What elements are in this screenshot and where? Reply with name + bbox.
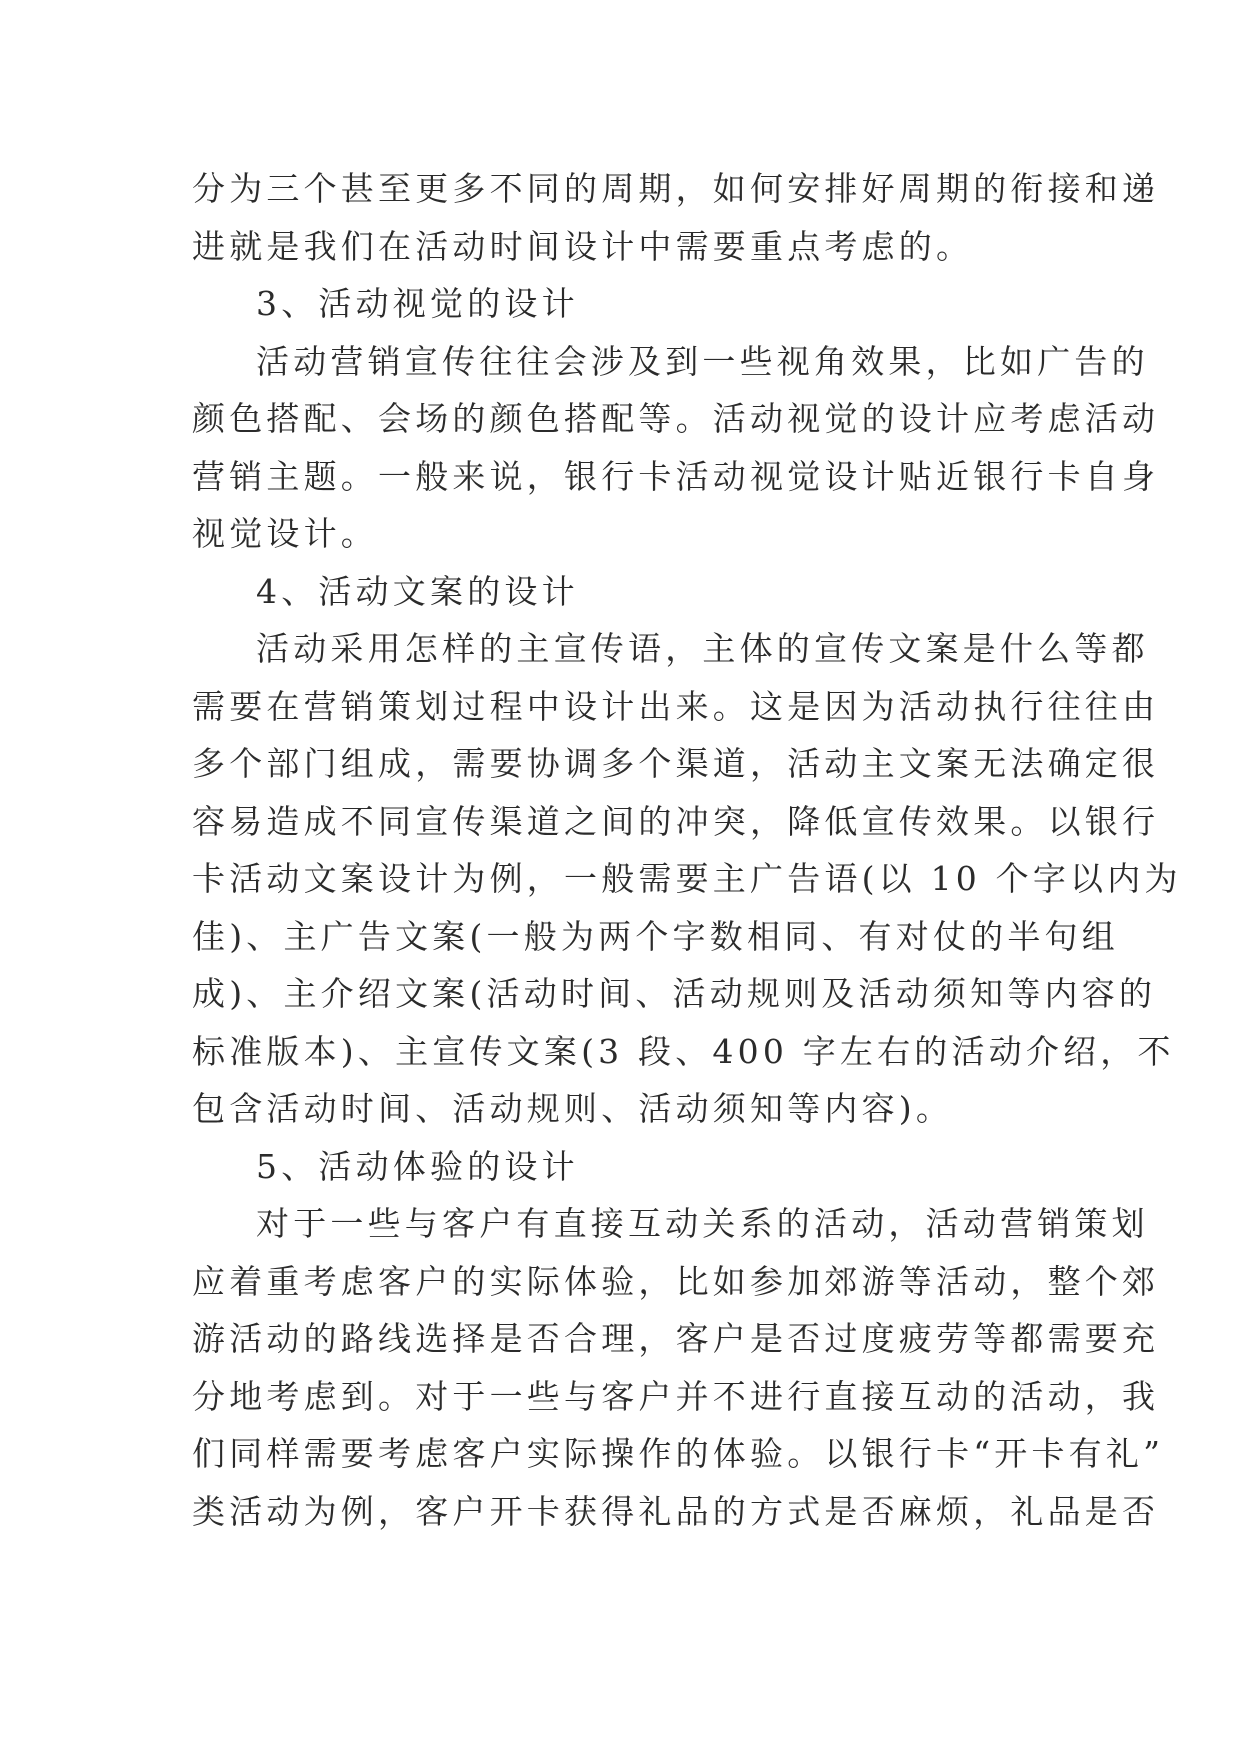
text-line: 对于一些与客户有直接互动关系的活动，活动营销策划 [256, 1204, 1149, 1243]
text-line: 活动采用怎样的主宣传语，主体的宣传文案是什么等都 [256, 629, 1149, 668]
text-line: 分为三个甚至更多不同的周期，如何安排好周期的衔接和递 [192, 169, 1160, 208]
text-line: 容易造成不同宣传渠道之间的冲突，降低宣传效果。以银行 [192, 801, 1160, 841]
text-line: 们同样需要考虑客户实际操作的体验。以银行卡“开卡有礼” [192, 1434, 1165, 1473]
text-line: 标准版本)、主宣传文案(3 段、400 字左右的活动介绍，不 [192, 1031, 1175, 1071]
text-line: 活动营销宣传往往会涉及到一些视角效果，比如广告的 [256, 341, 1149, 381]
text-line: 需要在营销策划过程中设计出来。这是因为活动执行往往由 [192, 686, 1160, 726]
text-line: 游活动的路线选择是否合理，客户是否过度疲劳等都需要充 [192, 1319, 1160, 1358]
text-line: 卡活动文案设计为例，一般需要主广告语(以 10 个字以内为 [192, 859, 1182, 898]
text-line: 视觉设计。 [192, 514, 378, 553]
text-line: 成)、主介绍文案(活动时间、活动规则及活动须知等内容的 [192, 974, 1157, 1013]
text-line: 多个部门组成，需要协调多个渠道，活动主文案无法确定很 [192, 744, 1160, 783]
text-line: 营销主题。一般来说，银行卡活动视觉设计贴近银行卡自身 [192, 456, 1160, 496]
text-line: 佳)、主广告文案(一般为两个字数相同、有对仗的半句组 [192, 916, 1119, 956]
text-line: 颜色搭配、会场的颜色搭配等。活动视觉的设计应考虑活动 [192, 399, 1160, 438]
section-heading: 3、活动视觉的设计 [256, 284, 579, 323]
document-body [192, 160, 1182, 1540]
text-line: 进就是我们在活动时间设计中需要重点考虑的。 [192, 226, 974, 266]
section-heading: 5、活动体验的设计 [256, 1146, 579, 1186]
text-line: 应着重考虑客户的实际体验，比如参加郊游等活动，整个郊 [192, 1261, 1160, 1301]
text-line: 包含活动时间、活动规则、活动须知等内容)。 [192, 1089, 954, 1128]
text-line: 类活动为例，客户开卡获得礼品的方式是否麻烦，礼品是否 [192, 1491, 1160, 1531]
text-line: 分地考虑到。对于一些与客户并不进行直接互动的活动，我 [192, 1376, 1160, 1416]
section-heading: 4、活动文案的设计 [256, 571, 579, 611]
